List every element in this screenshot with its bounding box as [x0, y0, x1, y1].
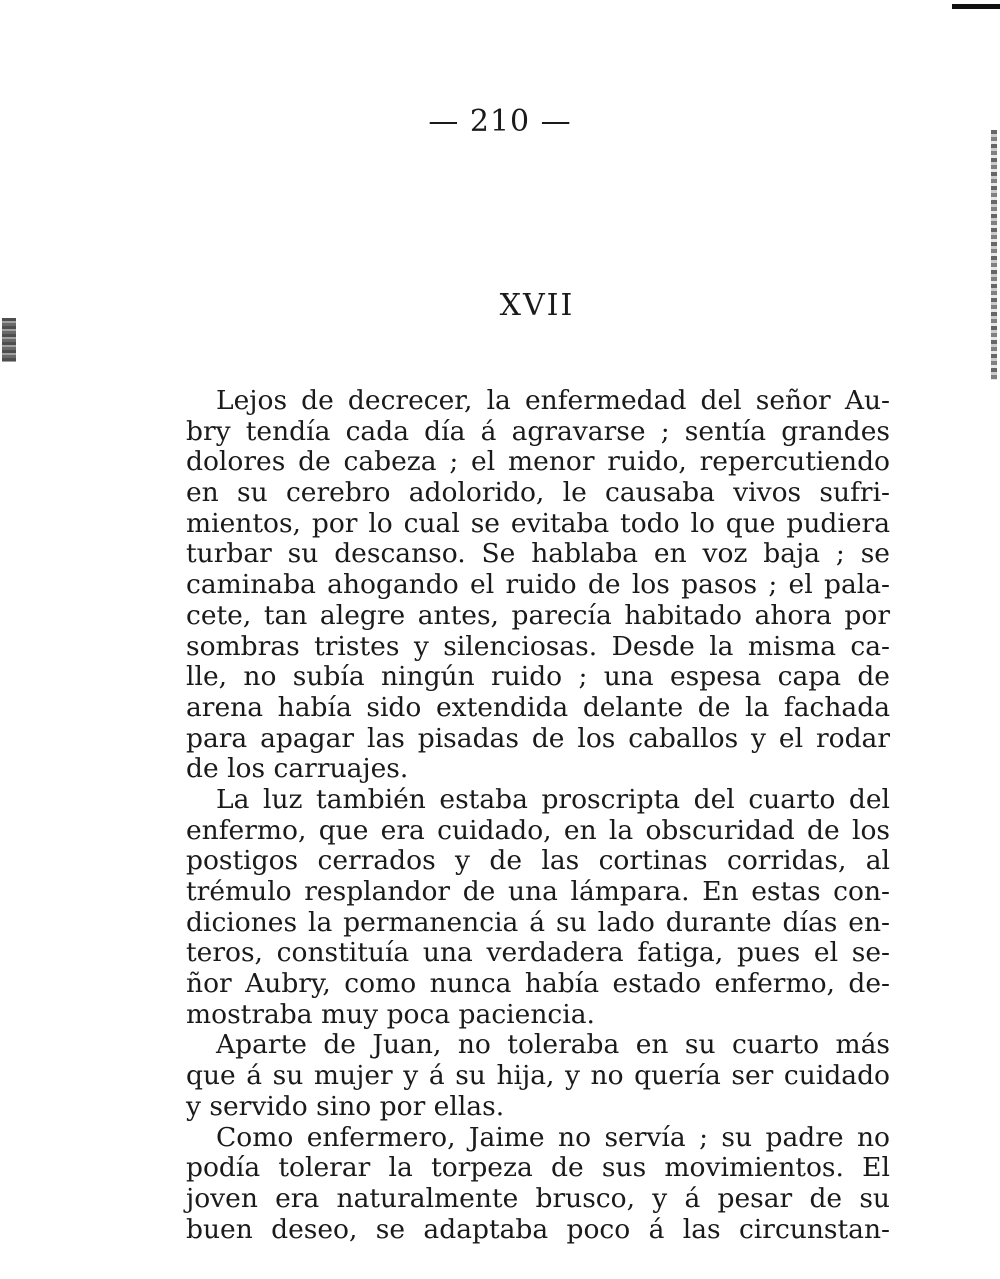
text-line: sombras tristes y silenciosas. Desde la misma ca- — [186, 630, 890, 662]
text-line: trémulo resplandor de una lámpara. En estas con- — [186, 876, 890, 907]
text-line: buen deseo, se adaptaba poco á las circunstan- — [186, 1213, 890, 1245]
text-line: mostraba muy poca paciencia. — [186, 998, 595, 1030]
text-line: de los carruajes. — [186, 753, 409, 785]
scan-edge-mark-right — [991, 130, 997, 380]
text-line: caminaba ahogando el ruido de los pasos ; el pala- — [186, 569, 890, 601]
text-line: postigos cerrados y de las cortinas corridas, al — [186, 845, 890, 877]
text-line: bry tendía cada día á agravarse ; sentía grandes — [186, 415, 890, 447]
text-line: ñor Aubry, como nunca había estado enfermo, de- — [186, 968, 890, 1000]
text-line: y servido sino por ellas. — [186, 1090, 505, 1122]
text-line: joven era naturalmente brusco, y á pesar de su — [186, 1182, 890, 1214]
body-text — [186, 386, 890, 1245]
page-number: — 210 — — [428, 104, 572, 139]
text-line: dolores de cabeza ; el menor ruido, repercutiendo — [186, 446, 890, 478]
text-line: Como enfermero, Jaime no servía ; su padre no — [216, 1121, 890, 1153]
text-line: turbar su descanso. Se hablaba en voz baja ; se — [186, 538, 890, 570]
text-line: arena había sido extendida delante de la fachada — [186, 691, 890, 723]
text-line: lle, no subía ningún ruido ; una espesa capa de — [186, 661, 890, 693]
text-line: podía tolerar la torpeza de sus movimientos. El — [186, 1152, 890, 1184]
text-line: diciones la permanencia á su lado durante días en- — [186, 906, 890, 938]
text-line: Aparte de Juan, no toleraba en su cuarto más — [216, 1029, 890, 1061]
text-line: que á su mujer y á su hija, y no quería ser cuidado — [186, 1060, 890, 1092]
text-line: para apagar las pisadas de los caballos y el rodar — [186, 722, 890, 754]
text-line: Lejos de decrecer, la enfermedad del señor Au- — [216, 385, 890, 416]
scan-edge-mark-top — [952, 4, 1000, 9]
text-line: enfermo, que era cuidado, en la obscuridad de los — [186, 814, 890, 846]
text-line: en su cerebro adolorido, le causaba vivos sufri- — [186, 477, 890, 509]
text-line: La luz también estaba proscripta del cuarto del — [216, 783, 890, 815]
chapter-heading: XVII — [499, 288, 575, 323]
scan-edge-mark-left — [2, 318, 16, 362]
text-line: cete, tan alegre antes, parecía habitado ahora por — [186, 599, 890, 631]
text-line: teros, constituía una verdadera fatiga, pues el se- — [186, 937, 890, 969]
text-line: mientos, por lo cual se evitaba todo lo que pudiera — [186, 507, 890, 539]
